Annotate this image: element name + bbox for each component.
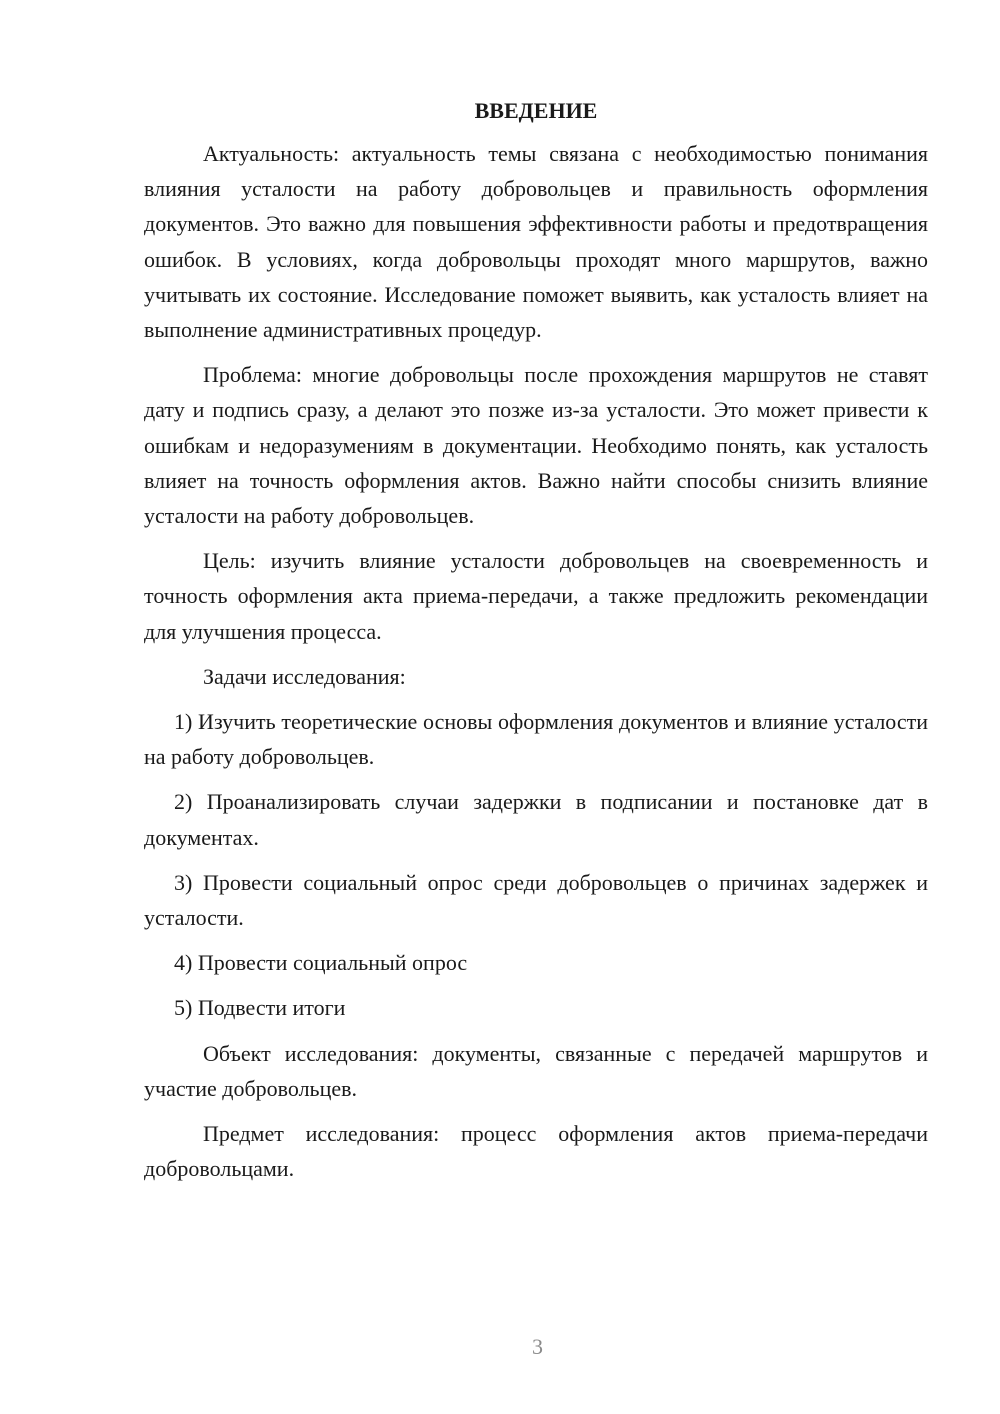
goal-paragraph: Цель: изучить влияние усталости добровольцев на своевременность и точность оформления акта приема-передачи, а также предложить рекомендации для улучшения процесса.: [144, 548, 928, 644]
task-item-1: 1) Изучить теоретические основы оформления документов и влияние усталости на работу добровольцев.: [144, 709, 928, 770]
document-body: [144, 93, 928, 1196]
task-item-5: 5) Подвести итоги: [174, 995, 346, 1021]
task-item-2: 2) Проанализировать случаи задержки в подписании и постановке дат в документах.: [144, 789, 928, 850]
task-item-4: 4) Провести социальный опрос: [174, 950, 468, 976]
research-object-paragraph: Объект исследования: документы, связанные с передачей маршрутов и участие добровольцев.: [144, 1040, 928, 1101]
section-title: ВВЕДЕНИЕ: [474, 98, 598, 123]
tasks-heading: Задачи исследования:: [203, 663, 406, 689]
relevance-paragraph: Актуальность: актуальность темы связана с необходимостью понимания влияния усталости на работу добровольцев и правильность оформления документов. Это важно для повышения эффективности работы и предотвращения ошибок. В условиях, когда добровольцы проходят много маршрутов, важно учитывать их состояние. Исследование поможет выявить, как усталость влияет на выполнение административных процедур.: [144, 141, 928, 343]
problem-paragraph: Проблема: многие добровольцы после прохождения маршрутов не ставят дату и подпись сразу, а делают это позже из-за усталости. Это может привести к ошибкам и недоразумениям в документации. Необходимо понять, как усталость влияет на точность оформления актов. Важно найти способы снизить влияние усталости на работу добровольцев.: [144, 362, 928, 529]
page-number: 3: [532, 1334, 543, 1359]
task-item-3: 3) Провести социальный опрос среди добровольцев о причинах задержек и усталости.: [144, 869, 928, 931]
research-subject-paragraph: Предмет исследования: процесс оформления актов приема-передачи добровольцами.: [144, 1121, 928, 1182]
